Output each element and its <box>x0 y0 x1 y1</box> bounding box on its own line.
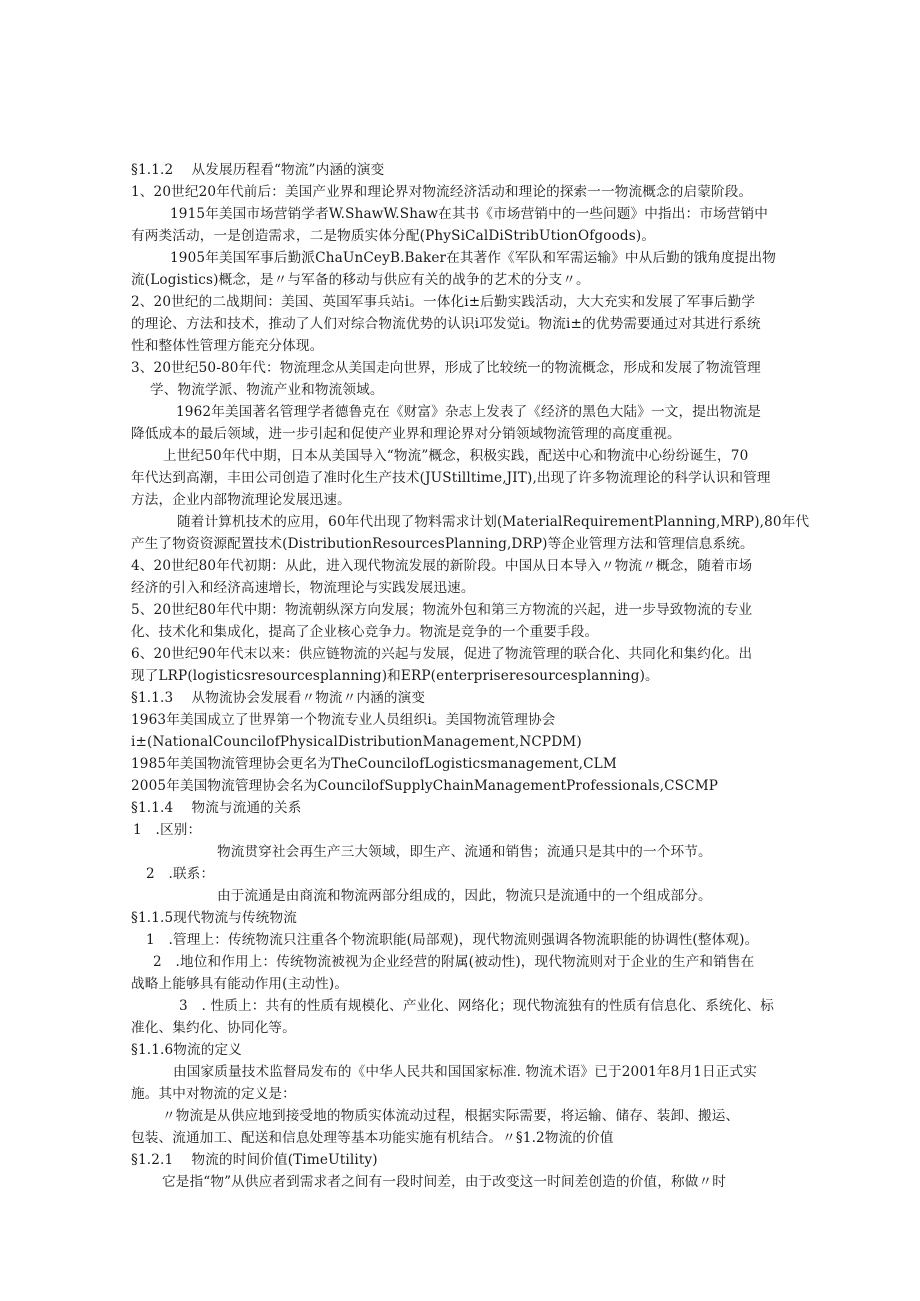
section-heading-1-1-3: §1.1.3 从物流协会发展看〃物流〃内涵的演变 <box>131 690 426 706</box>
text-line: 产生了物资资源配置技术(DistributionResourcesPlanning,DRP)等企业管理方法和管理信息系统。 <box>131 536 754 552</box>
text-line: 降低成本的最后领域，进一步引起和促使产业界和理论界对分销领域物流管理的高度重视。 <box>131 426 681 442</box>
text-line: 3 . 性质上：共有的性质有规模化、产业化、网络化；现代物流独有的性质有信息化、系统化、标 <box>179 998 774 1014</box>
section-heading-1-1-5: §1.1.5现代物流与传统物流 <box>131 910 297 926</box>
text-line: 3、20世纪50-80年代：物流理念从美国走向世界，形成了比较统一的物流概念，形成和发展了物流管理 <box>131 360 761 376</box>
text-line: 包装、流通加工、配送和信息处理等基本功能实施有机结合。〃§1.2物流的价值 <box>131 1130 614 1146</box>
text-line: 1915年美国市场营销学者W.ShawW.Shaw在其书《市场营销中的一些问题》中指出：市场营销中 <box>170 206 768 222</box>
text-line: 1 .区别： <box>133 822 202 838</box>
text-line: 1962年美国著名管理学者德鲁克在《财富》杂志上发表了《经济的黑色大陆》一文，提出物流是 <box>176 404 761 420</box>
text-line: 〃物流是从供应地到接受地的物质实体流动过程，根据实际需要，将运输、储存、装卸、搬运、 <box>162 1108 740 1124</box>
text-line: 学、物流学派、物流产业和物流领域。 <box>150 382 384 398</box>
text-line: 1 .管理上：传统物流只注重各个物流职能(局部观)，现代物流则强调各物流职能的协调性(整体观)。 <box>146 932 759 948</box>
text-line: 的理论、方法和技术，推动了人们对综合物流优势的认识i邛发觉i。物流i±的优势需要通过对其进行系统 <box>131 316 761 332</box>
section-heading-1-2-1: §1.2.1 物流的时间价值(TimeUtility) <box>131 1152 378 1168</box>
text-line: 6、20世纪90年代末以来：供应链物流的兴起与发展，促进了物流管理的联合化、共同化和集约化。出 <box>131 646 753 662</box>
text-line: 流(Logistics)概念，是〃与军备的移动与供应有关的战争的艺术的分支〃。 <box>131 272 590 288</box>
text-line: 年代达到高潮，丰田公司创造了准时化生产技术(JUStilltime,JIT),出现了许多物流理论的科学认识和管理 <box>131 470 771 486</box>
section-heading-1-1-2: §1.1.2 从发展历程看“物流”内涵的演变 <box>131 162 385 178</box>
text-line: 有两类活动，一是创造需求，二是物质实体分配(PhySiCalDiStribUtionOfgoods)。 <box>131 228 656 244</box>
text-line: 战略上能够具有能动作用(主动性)。 <box>131 976 349 992</box>
section-heading-1-1-4: §1.1.4 物流与流通的关系 <box>131 800 302 816</box>
text-line: 2005年美国物流管理协会名为CouncilofSupplyChainManagementProfessionals,CSCMP <box>131 778 719 794</box>
text-line: 4、20世纪80年代初期：从此，进入现代物流发展的新阶段。中国从日本导入〃物流〃概念，随着市场 <box>131 558 753 574</box>
text-line: 施。其中对物流的定义是： <box>131 1086 296 1102</box>
section-heading-1-1-6: §1.1.6物流的定义 <box>131 1042 243 1058</box>
text-line: 经济的引入和经济高速增长，物流理论与实践发展迅速。 <box>131 580 475 596</box>
text-line: 5、20世纪80年代中期：物流朝纵深方向发展；物流外包和第三方物流的兴起，进一步导致物流的专业 <box>131 602 753 618</box>
text-line: 1985年美国物流管理协会更名为TheCouncilofLogisticsmanagement,CLM <box>131 756 617 772</box>
text-line: 性和整体性管理方能充分体现。 <box>131 338 324 354</box>
text-line: i±(NationalCouncilofPhysicalDistributionManagement,NCPDM) <box>131 734 582 750</box>
text-line: 1905年美国军事后勤派ChaUnCeyB.Baker在其著作《军队和军需运输》中从后勤的饿角度提出物 <box>170 250 777 266</box>
text-line: 2 .联系： <box>146 866 215 882</box>
text-line: 由于流通是由商流和物流两部分组成的，因此，物流只是流通中的一个组成部分。 <box>217 888 712 904</box>
text-line: 1、20世纪20年代前后：美国产业界和理论界对物流经济活动和理论的探索一一物流概念的启蒙阶段。 <box>131 184 753 200</box>
text-line: 上世纪50年代中期，日本从美国导入“物流”概念，积极实践，配送中心和物流中心纷纷诞生，70 <box>163 448 749 464</box>
text-line: 物流贯穿社会再生产三大领域，即生产、流通和销售；流通只是其中的一个环节。 <box>217 844 712 860</box>
text-line: 它是指“物”从供应者到需求者之间有一段时间差，由于改变这一时间差创造的价值，称做〃时 <box>162 1174 726 1190</box>
text-line: 2 .地位和作用上：传统物流被视为企业经营的附属(被动性)，现代物流则对于企业的生产和销售在 <box>153 954 755 970</box>
text-line: 随着计算机技术的应用，60年代出现了物料需求计划(MaterialRequirementPlanning,MRP),80年代 <box>177 514 810 530</box>
text-line: 1963年美国成立了世界第一个物流专业人员组织i。美国物流管理协会 <box>131 712 556 728</box>
text-line: 化、技术化和集成化，提高了企业核心竞争力。物流是竞争的一个重要手段。 <box>131 624 599 640</box>
text-line: 由国家质量技术监督局发布的《中华人民共和国国家标准. 物流术语》已于2001年8月1日正式实 <box>173 1064 757 1080</box>
text-line: 现了LRP(logisticsresourcesplanning)和ERP(enterpriseresourcesplanning)。 <box>131 668 659 684</box>
text-line: 2、20世纪的二战期间：美国、英国军事兵站i。一体化i±后勤实践活动，大大充实和发展了军事后勤学 <box>131 294 756 310</box>
text-line: 准化、集约化、协同化等。 <box>131 1020 296 1036</box>
text-line: 方法，企业内部物流理论发展迅速。 <box>131 492 351 508</box>
